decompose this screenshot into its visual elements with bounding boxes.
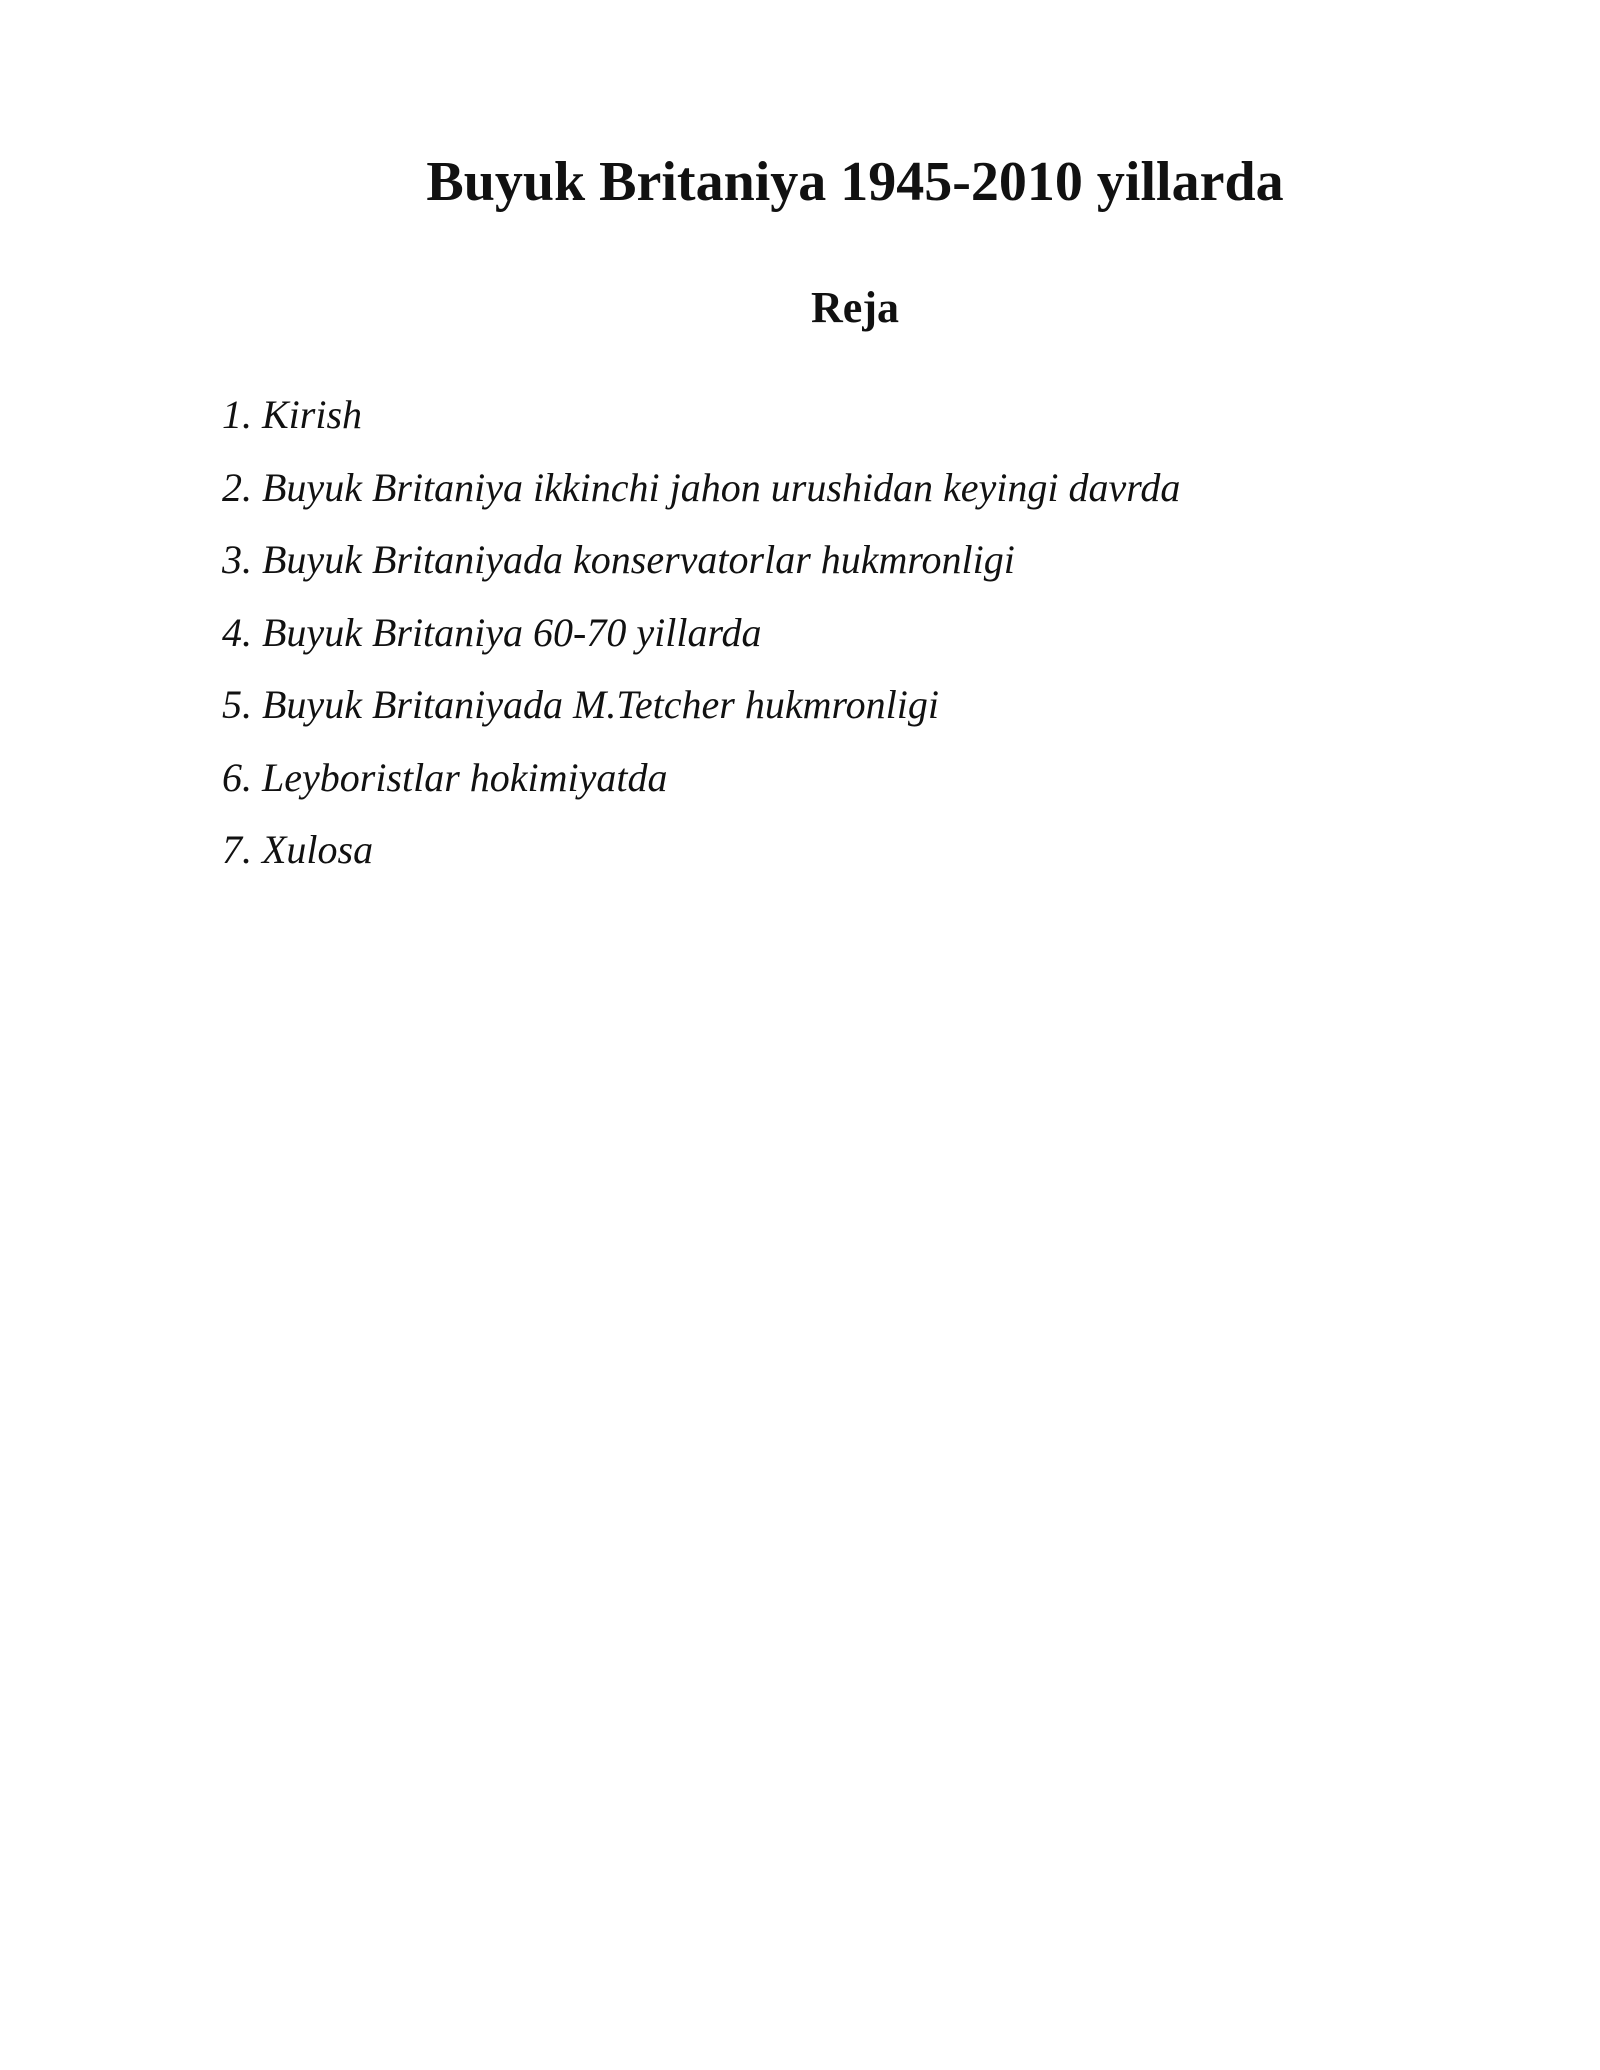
document-title: Buyuk Britaniya 1945-2010 yillarda bbox=[426, 151, 1284, 213]
plan-item: 5. Buyuk Britaniyada M.Tetcher hukmronligi bbox=[222, 682, 939, 727]
plan-item: 3. Buyuk Britaniyada konservatorlar hukmronligi bbox=[222, 537, 1015, 582]
plan-list bbox=[222, 390, 1180, 898]
plan-item: 7. Xulosa bbox=[222, 827, 374, 872]
plan-item: 4. Buyuk Britaniya 60-70 yillarda bbox=[222, 609, 762, 655]
plan-item: 1. Kirish bbox=[222, 392, 363, 437]
plan-item: 2. Buyuk Britaniya ikkinchi jahon urushidan keyingi davrda bbox=[222, 464, 1181, 510]
plan-item: 6. Leyboristlar hokimiyatda bbox=[222, 754, 668, 800]
plan-heading: Reja bbox=[811, 283, 899, 332]
